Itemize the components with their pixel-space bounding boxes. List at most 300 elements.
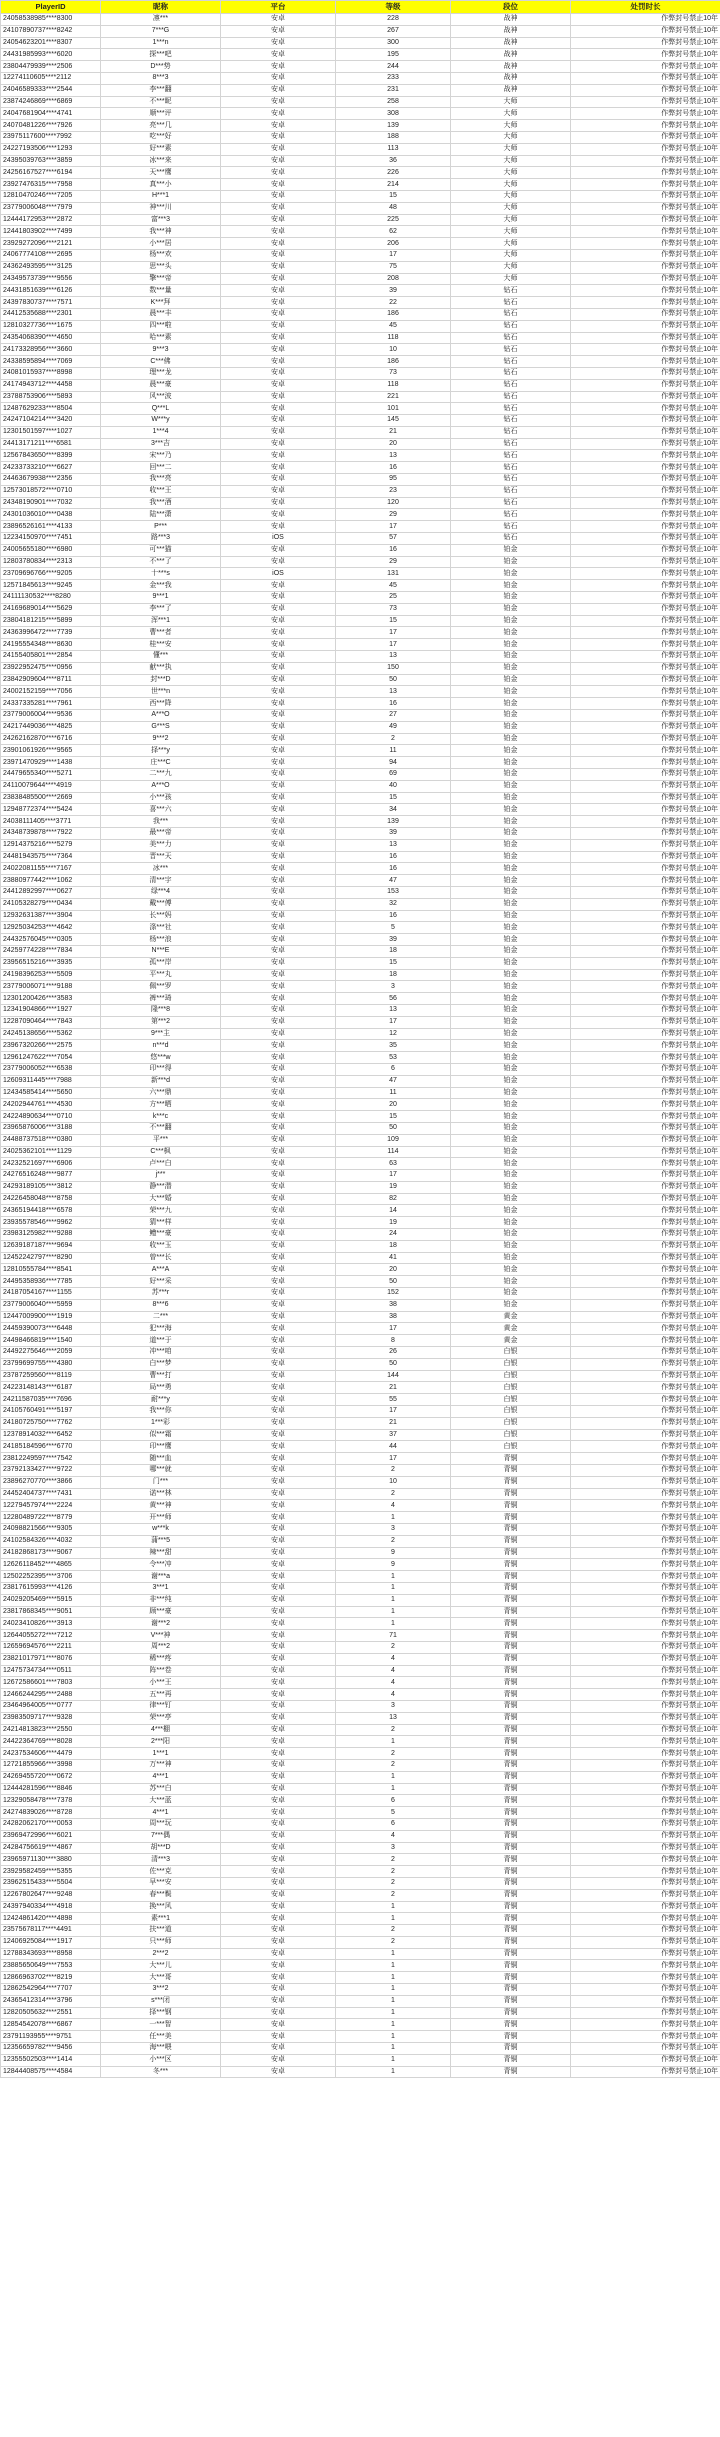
player-id-cell: 24202944761****4530 (1, 1099, 101, 1111)
nickname-cell: 3***1 (101, 1582, 221, 1594)
penalty-cell: 作弊封号禁止10年 (571, 485, 720, 497)
level-cell: 1 (336, 2031, 451, 2043)
rank-cell: 青铜 (451, 1488, 571, 1500)
level-cell: 82 (336, 1193, 451, 1205)
table-row (1, 1972, 720, 1984)
platform-cell: 安卓 (221, 1417, 336, 1429)
nickname-cell: 长***妈 (101, 910, 221, 922)
rank-cell: 青铜 (451, 1500, 571, 1512)
table-row (1, 639, 720, 651)
penalty-cell: 作弊封号禁止10年 (571, 851, 720, 863)
penalty-cell: 作弊封号禁止10年 (571, 1641, 720, 1653)
platform-cell: 安卓 (221, 1689, 336, 1701)
penalty-cell: 作弊封号禁止10年 (571, 1606, 720, 1618)
rank-cell: 青铜 (451, 2007, 571, 2019)
table-row (1, 61, 720, 73)
table-row (1, 1677, 720, 1689)
platform-cell: 安卓 (221, 426, 336, 438)
penalty-cell: 作弊封号禁止10年 (571, 993, 720, 1005)
rank-cell: 青铜 (451, 1524, 571, 1536)
table-row (1, 1582, 720, 1594)
penalty-cell: 作弊封号禁止10年 (571, 1948, 720, 1960)
level-cell: 6 (336, 1795, 451, 1807)
player-id-cell: 23929582459****5355 (1, 1866, 101, 1878)
table-row (1, 1016, 720, 1028)
table-row (1, 863, 720, 875)
rank-cell: 铂金 (451, 1276, 571, 1288)
table-row (1, 1500, 720, 1512)
table-row (1, 1854, 720, 1866)
level-cell: 2 (336, 1535, 451, 1547)
platform-cell: 安卓 (221, 827, 336, 839)
table-row (1, 1984, 720, 1996)
level-cell: 1 (336, 1736, 451, 1748)
platform-cell: 安卓 (221, 804, 336, 816)
rank-cell: 铂金 (451, 804, 571, 816)
player-id-cell: 24397830737****7571 (1, 297, 101, 309)
rank-cell: 青铜 (451, 1630, 571, 1642)
penalty-cell: 作弊封号禁止10年 (571, 1134, 720, 1146)
table-row (1, 1264, 720, 1276)
table-row (1, 1594, 720, 1606)
player-id-cell: 12854542078****6867 (1, 2019, 101, 2031)
level-cell: 228 (336, 14, 451, 26)
penalty-cell: 作弊封号禁止10年 (571, 285, 720, 297)
rank-cell: 钻石 (451, 533, 571, 545)
platform-cell: 安卓 (221, 1240, 336, 1252)
player-id-cell: 23779006040****5959 (1, 1299, 101, 1311)
platform-cell: 安卓 (221, 96, 336, 108)
level-cell: 39 (336, 934, 451, 946)
table-row (1, 710, 720, 722)
level-cell: 16 (336, 544, 451, 556)
level-cell: 50 (336, 674, 451, 686)
penalty-cell: 作弊封号禁止10年 (571, 1700, 720, 1712)
platform-cell: 安卓 (221, 391, 336, 403)
nickname-cell: 大***蓝 (101, 1795, 221, 1807)
rank-cell: 青铜 (451, 1736, 571, 1748)
table-row (1, 1347, 720, 1359)
platform-cell: 安卓 (221, 438, 336, 450)
player-id-cell: 12914375216****5279 (1, 839, 101, 851)
level-cell: 225 (336, 214, 451, 226)
table-row (1, 1406, 720, 1418)
platform-cell: 安卓 (221, 72, 336, 84)
platform-cell: 安卓 (221, 1016, 336, 1028)
level-cell: 4 (336, 1689, 451, 1701)
nickname-cell: 静***潜 (101, 1181, 221, 1193)
nickname-cell: 五***再 (101, 1689, 221, 1701)
platform-cell: 安卓 (221, 2031, 336, 2043)
table-row (1, 922, 720, 934)
nickname-cell: 晨***丰 (101, 308, 221, 320)
platform-cell: 安卓 (221, 308, 336, 320)
rank-cell: 铂金 (451, 1205, 571, 1217)
nickname-cell: j*** (101, 1170, 221, 1182)
platform-cell: 安卓 (221, 745, 336, 757)
level-cell: 21 (336, 1382, 451, 1394)
level-cell: 145 (336, 415, 451, 427)
table-row (1, 1004, 720, 1016)
level-cell: 101 (336, 403, 451, 415)
penalty-cell: 作弊封号禁止10年 (571, 367, 720, 379)
nickname-cell: 9***主 (101, 1028, 221, 1040)
level-cell: 308 (336, 108, 451, 120)
level-cell: 94 (336, 757, 451, 769)
player-id-cell: 12609311445****7988 (1, 1075, 101, 1087)
rank-cell: 钻石 (451, 403, 571, 415)
table-row (1, 344, 720, 356)
nickname-cell: 献***执 (101, 662, 221, 674)
player-id-cell: 12356659782****9456 (1, 2043, 101, 2055)
rank-cell: 铂金 (451, 1146, 571, 1158)
player-id-cell: 24269455720****0672 (1, 1771, 101, 1783)
penalty-cell: 作弊封号禁止10年 (571, 1370, 720, 1382)
nickname-cell: 李***了 (101, 603, 221, 615)
table-row (1, 851, 720, 863)
player-id-cell: 12279457974****2224 (1, 1500, 101, 1512)
nickname-cell: 小***孩 (101, 792, 221, 804)
level-cell: 17 (336, 1016, 451, 1028)
platform-cell: 安卓 (221, 1181, 336, 1193)
platform-cell: 安卓 (221, 674, 336, 686)
rank-cell: 钻石 (451, 367, 571, 379)
player-id-cell: 24365412314****3796 (1, 1995, 101, 2007)
platform-cell: 安卓 (221, 1854, 336, 1866)
platform-cell: 安卓 (221, 25, 336, 37)
table-row (1, 1181, 720, 1193)
player-id-cell: 24054623201****8307 (1, 37, 101, 49)
level-cell: 75 (336, 261, 451, 273)
rank-cell: 青铜 (451, 1795, 571, 1807)
penalty-cell: 作弊封号禁止10年 (571, 969, 720, 981)
rank-cell: 大师 (451, 108, 571, 120)
level-cell: 3 (336, 1700, 451, 1712)
penalty-cell: 作弊封号禁止10年 (571, 462, 720, 474)
table-row (1, 1877, 720, 1889)
table-row (1, 1370, 720, 1382)
table-row (1, 367, 720, 379)
level-cell: 69 (336, 769, 451, 781)
player-id-cell: 23804479939****2506 (1, 61, 101, 73)
rank-cell: 青铜 (451, 1866, 571, 1878)
nickname-cell: 冲***咱 (101, 1347, 221, 1359)
platform-cell: 安卓 (221, 238, 336, 250)
player-id-cell: 24233733210****6627 (1, 462, 101, 474)
rank-cell: 铂金 (451, 1028, 571, 1040)
header-row (1, 1, 720, 14)
penalty-cell: 作弊封号禁止10年 (571, 686, 720, 698)
table-row (1, 662, 720, 674)
table-row (1, 1134, 720, 1146)
platform-cell: 安卓 (221, 686, 336, 698)
table-row (1, 993, 720, 1005)
penalty-cell: 作弊封号禁止10年 (571, 769, 720, 781)
table-row (1, 37, 720, 49)
platform-cell: 安卓 (221, 910, 336, 922)
platform-cell: 安卓 (221, 379, 336, 391)
platform-cell: 安卓 (221, 1771, 336, 1783)
rank-cell: 青铜 (451, 1571, 571, 1583)
nickname-cell: 李***翻 (101, 84, 221, 96)
platform-cell: iOS (221, 568, 336, 580)
penalty-cell: 作弊封号禁止10年 (571, 14, 720, 26)
nickname-cell: 数***量 (101, 285, 221, 297)
platform-cell: 安卓 (221, 1795, 336, 1807)
penalty-cell: 作弊封号禁止10年 (571, 945, 720, 957)
rank-cell: 铂金 (451, 757, 571, 769)
penalty-cell: 作弊封号禁止10年 (571, 556, 720, 568)
platform-cell: 安卓 (221, 1158, 336, 1170)
header-rank: 段位 (451, 1, 571, 14)
rank-cell: 铂金 (451, 993, 571, 1005)
table-row (1, 1453, 720, 1465)
player-id-cell: 24422364769****8028 (1, 1736, 101, 1748)
level-cell: 13 (336, 1004, 451, 1016)
rank-cell: 青铜 (451, 1913, 571, 1925)
table-row (1, 627, 720, 639)
nickname-cell: 周***2 (101, 1641, 221, 1653)
level-cell: 48 (336, 202, 451, 214)
player-id-cell: 23817868345****9051 (1, 1606, 101, 1618)
player-id-cell: 24155405801****2854 (1, 651, 101, 663)
penalty-cell: 作弊封号禁止10年 (571, 1653, 720, 1665)
penalty-cell: 作弊封号禁止10年 (571, 167, 720, 179)
level-cell: 41 (336, 1252, 451, 1264)
player-id-cell: 23885650649****7553 (1, 1960, 101, 1972)
nickname-cell: 不***了 (101, 556, 221, 568)
level-cell: 15 (336, 957, 451, 969)
level-cell: 27 (336, 710, 451, 722)
platform-cell: 安卓 (221, 1099, 336, 1111)
table-row (1, 804, 720, 816)
nickname-cell: 二*** (101, 1311, 221, 1323)
nickname-cell: 顺***评 (101, 108, 221, 120)
player-id-cell: 12573018572****0710 (1, 485, 101, 497)
player-id-cell: 24173328956****3660 (1, 344, 101, 356)
level-cell: 152 (336, 1288, 451, 1300)
level-cell: 221 (336, 391, 451, 403)
nickname-cell: 神***川 (101, 202, 221, 214)
player-id-cell: 23927476315****7958 (1, 179, 101, 191)
level-cell: 1 (336, 1995, 451, 2007)
penalty-cell: 作弊封号禁止10年 (571, 934, 720, 946)
player-id-cell: 23935578546****9962 (1, 1217, 101, 1229)
platform-cell: 安卓 (221, 1288, 336, 1300)
player-id-cell: 24058538985****8300 (1, 14, 101, 26)
rank-cell: 铂金 (451, 1158, 571, 1170)
player-id-cell: 24105328279****0434 (1, 898, 101, 910)
player-id-cell: 12644055272****7212 (1, 1630, 101, 1642)
level-cell: 1 (336, 1901, 451, 1913)
rank-cell: 青铜 (451, 1465, 571, 1477)
rank-cell: 铂金 (451, 792, 571, 804)
platform-cell: 安卓 (221, 1063, 336, 1075)
penalty-cell: 作弊封号禁止10年 (571, 1712, 720, 1724)
player-id-cell: 24348739878****7922 (1, 827, 101, 839)
player-id-cell: 12721855966****3998 (1, 1759, 101, 1771)
nickname-cell: 荣***九 (101, 1205, 221, 1217)
player-id-cell: 24498466819****1540 (1, 1335, 101, 1347)
nickname-cell: 万***神 (101, 1759, 221, 1771)
player-id-cell: 23779006048****7979 (1, 202, 101, 214)
nickname-cell: 晨***豪 (101, 379, 221, 391)
player-id-cell: 23812249597****7542 (1, 1453, 101, 1465)
nickname-cell: 路***3 (101, 533, 221, 545)
rank-cell: 青铜 (451, 1889, 571, 1901)
table-row (1, 462, 720, 474)
player-id-cell: 23874246869****6869 (1, 96, 101, 108)
level-cell: 57 (336, 533, 451, 545)
platform-cell: 安卓 (221, 1217, 336, 1229)
player-id-cell: 23983509717****9328 (1, 1712, 101, 1724)
player-id-cell: 24276516248****9877 (1, 1170, 101, 1182)
table-row (1, 25, 720, 37)
rank-cell: 大师 (451, 96, 571, 108)
penalty-cell: 作弊封号禁止10年 (571, 1335, 720, 1347)
level-cell: 1 (336, 1960, 451, 1972)
player-id-cell: 24214813823****2550 (1, 1724, 101, 1736)
table-row (1, 757, 720, 769)
nickname-cell: 9***2 (101, 733, 221, 745)
table-row (1, 49, 720, 61)
penalty-cell: 作弊封号禁止10年 (571, 1299, 720, 1311)
table-row (1, 1512, 720, 1524)
player-id-cell: 24301036010****0438 (1, 509, 101, 521)
penalty-cell: 作弊封号禁止10年 (571, 1594, 720, 1606)
level-cell: 15 (336, 1111, 451, 1123)
table-row (1, 1488, 720, 1500)
player-id-cell: 12932631387****3904 (1, 910, 101, 922)
penalty-cell: 作弊封号禁止10年 (571, 1936, 720, 1948)
player-id-cell: 24412892997****0627 (1, 886, 101, 898)
rank-cell: 铂金 (451, 733, 571, 745)
level-cell: 17 (336, 1323, 451, 1335)
platform-cell: 安卓 (221, 1370, 336, 1382)
penalty-cell: 作弊封号禁止10年 (571, 568, 720, 580)
platform-cell: 安卓 (221, 922, 336, 934)
player-id-cell: 12626118452****4865 (1, 1559, 101, 1571)
table-row (1, 1205, 720, 1217)
table-row (1, 1323, 720, 1335)
player-id-cell: 12487629233****8504 (1, 403, 101, 415)
table-row (1, 415, 720, 427)
penalty-cell: 作弊封号禁止10年 (571, 521, 720, 533)
penalty-cell: 作弊封号禁止10年 (571, 214, 720, 226)
table-row (1, 226, 720, 238)
nickname-cell: G***S (101, 721, 221, 733)
penalty-cell: 作弊封号禁止10年 (571, 1807, 720, 1819)
table-row (1, 497, 720, 509)
level-cell: 15 (336, 190, 451, 202)
platform-cell: 安卓 (221, 1134, 336, 1146)
rank-cell: 钻石 (451, 462, 571, 474)
rank-cell: 铂金 (451, 780, 571, 792)
level-cell: 1 (336, 2043, 451, 2055)
platform-cell: 安卓 (221, 1524, 336, 1536)
rank-cell: 铂金 (451, 686, 571, 698)
table-row (1, 2031, 720, 2043)
level-cell: 150 (336, 662, 451, 674)
penalty-cell: 作弊封号禁止10年 (571, 2043, 720, 2055)
platform-cell: 安卓 (221, 249, 336, 261)
penalty-cell: 作弊封号禁止10年 (571, 1972, 720, 1984)
level-cell: 144 (336, 1370, 451, 1382)
platform-cell: 安卓 (221, 1818, 336, 1830)
platform-cell: 安卓 (221, 1736, 336, 1748)
rank-cell: 铂金 (451, 1040, 571, 1052)
player-id-cell: 24395039763****3859 (1, 155, 101, 167)
level-cell: 25 (336, 592, 451, 604)
platform-cell: 安卓 (221, 1358, 336, 1370)
player-id-cell: 24431851639****6126 (1, 285, 101, 297)
level-cell: 50 (336, 1122, 451, 1134)
player-id-cell: 24224890634****0710 (1, 1111, 101, 1123)
table-row (1, 2066, 720, 2078)
platform-cell: 安卓 (221, 509, 336, 521)
level-cell: 53 (336, 1052, 451, 1064)
penalty-cell: 作弊封号禁止10年 (571, 37, 720, 49)
nickname-cell: 大***婚 (101, 1193, 221, 1205)
player-id-cell: 24432576045****0305 (1, 934, 101, 946)
rank-cell: 铂金 (451, 592, 571, 604)
rank-cell: 钻石 (451, 332, 571, 344)
level-cell: 17 (336, 627, 451, 639)
level-cell: 17 (336, 521, 451, 533)
penalty-cell: 作弊封号禁止10年 (571, 839, 720, 851)
nickname-cell: 小***居 (101, 238, 221, 250)
rank-cell: 铂金 (451, 651, 571, 663)
table-row (1, 1842, 720, 1854)
level-cell: 3 (336, 1524, 451, 1536)
rank-cell: 大师 (451, 249, 571, 261)
level-cell: 20 (336, 1264, 451, 1276)
platform-cell: 安卓 (221, 1559, 336, 1571)
rank-cell: 青铜 (451, 1476, 571, 1488)
platform-cell: 安卓 (221, 2054, 336, 2066)
table-row (1, 1122, 720, 1134)
nickname-cell: 世***n (101, 686, 221, 698)
penalty-cell: 作弊封号禁止10年 (571, 922, 720, 934)
platform-cell: 安卓 (221, 1712, 336, 1724)
table-row (1, 1783, 720, 1795)
penalty-cell: 作弊封号禁止10年 (571, 1724, 720, 1736)
table-row (1, 72, 720, 84)
nickname-cell: 二***九 (101, 769, 221, 781)
penalty-cell: 作弊封号禁止10年 (571, 131, 720, 143)
level-cell: 47 (336, 875, 451, 887)
penalty-cell: 作弊封号禁止10年 (571, 1146, 720, 1158)
penalty-cell: 作弊封号禁止10年 (571, 84, 720, 96)
player-id-cell: 24412535688****2301 (1, 308, 101, 320)
rank-cell: 青铜 (451, 2019, 571, 2031)
rank-cell: 青铜 (451, 1641, 571, 1653)
penalty-cell: 作弊封号禁止10年 (571, 1429, 720, 1441)
platform-cell: 安卓 (221, 14, 336, 26)
platform-cell: 安卓 (221, 1406, 336, 1418)
platform-cell: 安卓 (221, 1087, 336, 1099)
level-cell: 16 (336, 462, 451, 474)
penalty-cell: 作弊封号禁止10年 (571, 2007, 720, 2019)
table-row (1, 1299, 720, 1311)
level-cell: 50 (336, 1358, 451, 1370)
platform-cell: 安卓 (221, 1052, 336, 1064)
player-id-cell: 23779006004****9536 (1, 710, 101, 722)
level-cell: 39 (336, 285, 451, 297)
rank-cell: 黄金 (451, 1311, 571, 1323)
player-id-cell: 24005655180****6980 (1, 544, 101, 556)
table-row (1, 1571, 720, 1583)
